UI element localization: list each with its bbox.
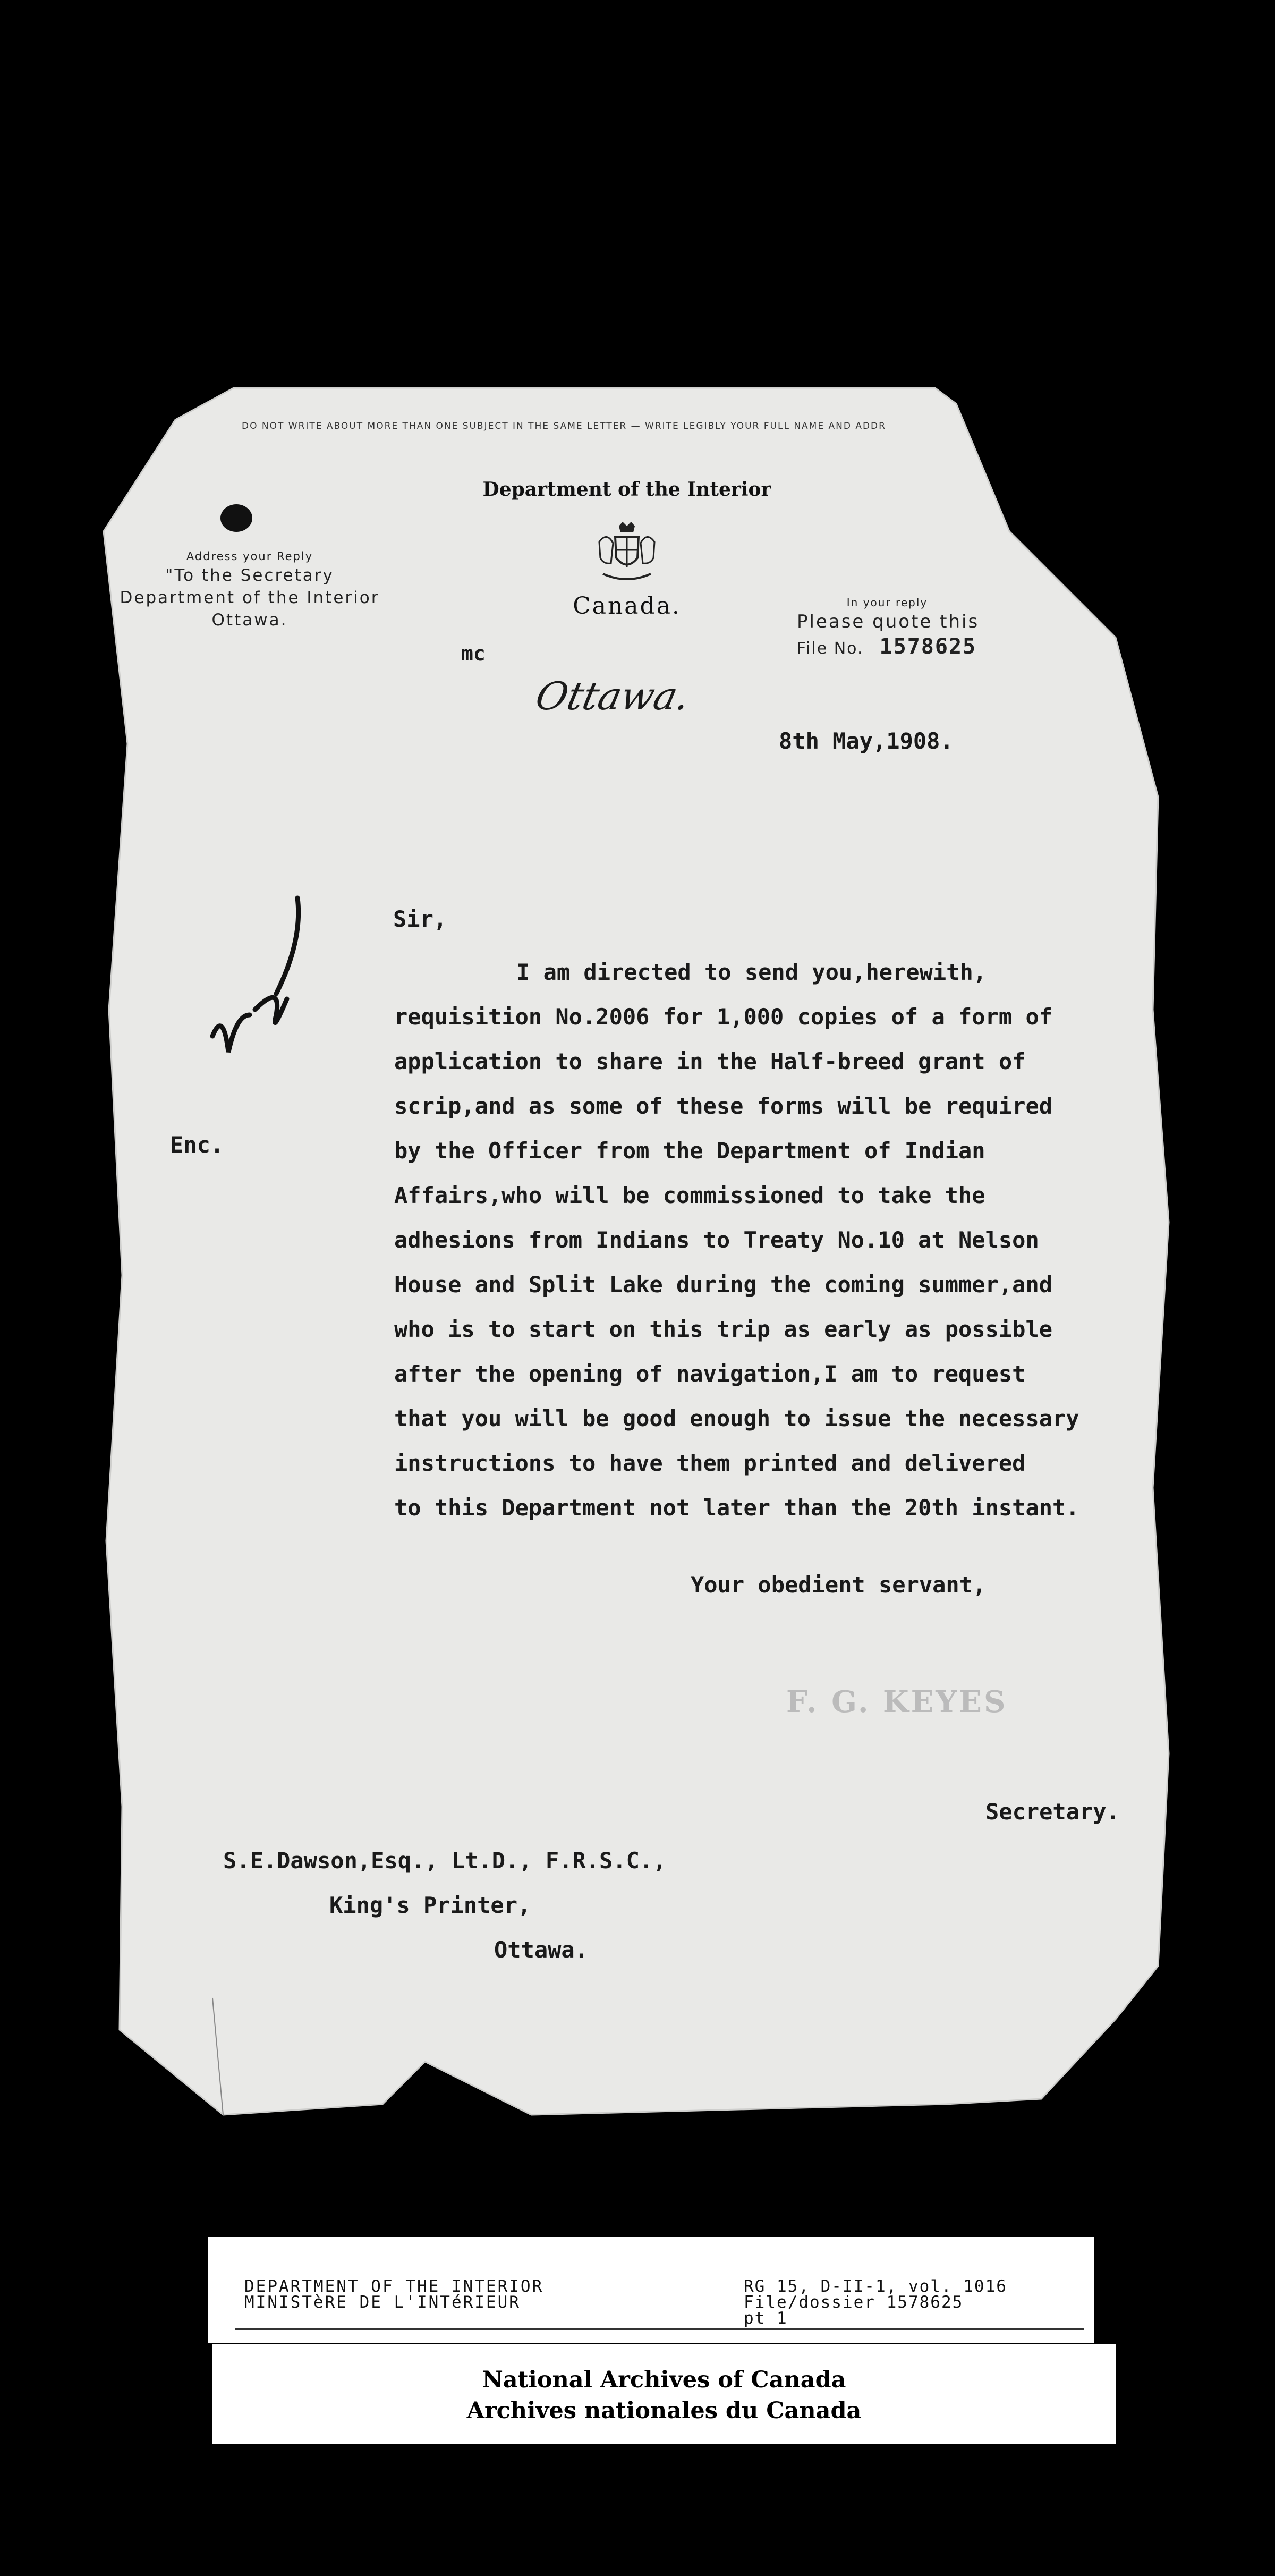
reply-address-line-4: Ottawa.: [211, 611, 288, 630]
label-divider: [235, 2328, 1084, 2330]
body-line: who is to start on this trip as early as possible: [394, 1316, 1053, 1342]
archive-department-fr: MINISTèRE DE L'INTéRIEUR: [244, 2293, 521, 2312]
letterhead-notice: DO NOT WRITE ABOUT MORE THAN ONE SUBJECT IN THE SAME LETTER — WRITE LEGIBLY YOUR FULL NAME AND ADDR: [242, 421, 886, 431]
department-name: Department of the Interior: [482, 478, 771, 501]
archive-file-dossier: File/dossier 1578625: [744, 2293, 964, 2312]
archive-file-reference: [744, 2278, 1007, 2326]
letter-body: [394, 950, 1111, 1530]
recipient-line-2: King's Printer,: [329, 1892, 531, 1918]
signature-stamp: F. G. KEYES: [786, 1684, 1008, 1719]
archive-department: [244, 2278, 543, 2310]
complimentary-close: Your obedient servant,: [691, 1572, 987, 1598]
body-line: by the Officer from the Department of Indian: [394, 1138, 985, 1164]
file-reference-line-2: Please quote this: [797, 611, 980, 632]
typist-initials: mc: [461, 642, 486, 665]
archive-department-en: DEPARTMENT OF THE INTERIOR: [244, 2277, 544, 2296]
body-line: requisition No.2006 for 1,000 copies of a form of: [394, 1004, 1053, 1030]
archive-part: pt 1: [744, 2309, 788, 2328]
body-line: scrip,and as some of these forms will be required: [394, 1093, 1053, 1119]
archive-reference-label: [208, 2237, 1094, 2343]
salutation: Sir,: [393, 906, 447, 932]
letter-date: 8th May,1908.: [779, 728, 954, 754]
recipient-line-3: Ottawa.: [494, 1937, 589, 1963]
body-line: Affairs,who will be commissioned to take the: [394, 1182, 985, 1208]
body-line: I am directed to send you,herewith,: [516, 959, 987, 985]
place-name: Ottawa.: [532, 674, 694, 718]
reply-address: [106, 550, 393, 630]
handwritten-mark-icon: [197, 877, 335, 1068]
file-reference-line-1: In your reply: [846, 596, 928, 609]
file-no-label: File No.: [797, 639, 864, 658]
recipient-line-1: S.E.Dawson,Esq., Lt.D., F.R.S.C.,: [223, 1848, 667, 1874]
body-line: that you will be good enough to issue the necessary: [394, 1405, 1080, 1431]
royal-crest-icon: [595, 521, 659, 582]
body-line: House and Split Lake during the coming summer,and: [394, 1272, 1053, 1298]
archive-name-label: [212, 2344, 1116, 2444]
body-line: to this Department not later than the 20th instant.: [394, 1495, 1080, 1521]
file-number: 1578625: [879, 634, 977, 659]
body-line: adhesions from Indians to Treaty No.10 at Nelson: [394, 1227, 1039, 1253]
archive-record-group: RG 15, D-II-1, vol. 1016: [744, 2277, 1007, 2296]
department-letterhead: [478, 478, 776, 638]
recipient-address: [223, 1838, 666, 1972]
reply-address-line-2: "To the Secretary: [165, 566, 334, 585]
archive-name-fr: Archives nationales du Canada: [466, 2397, 862, 2424]
reply-address-line-3: Department of the Interior: [120, 588, 380, 607]
file-reference-block: [797, 596, 1041, 659]
body-line: instructions to have them printed and delivered: [394, 1450, 1026, 1476]
file-reference-line-3: [797, 634, 1041, 659]
department-country: Canada.: [573, 592, 681, 620]
enclosure-note: Enc.: [170, 1132, 224, 1158]
signer-title: Secretary.: [985, 1799, 1120, 1825]
body-line: application to share in the Half-breed grant of: [394, 1048, 1026, 1074]
body-line: after the opening of navigation,I am to request: [394, 1361, 1026, 1387]
archive-name-en: National Archives of Canada: [482, 2367, 846, 2393]
reply-address-line-1: Address your Reply: [186, 550, 313, 563]
